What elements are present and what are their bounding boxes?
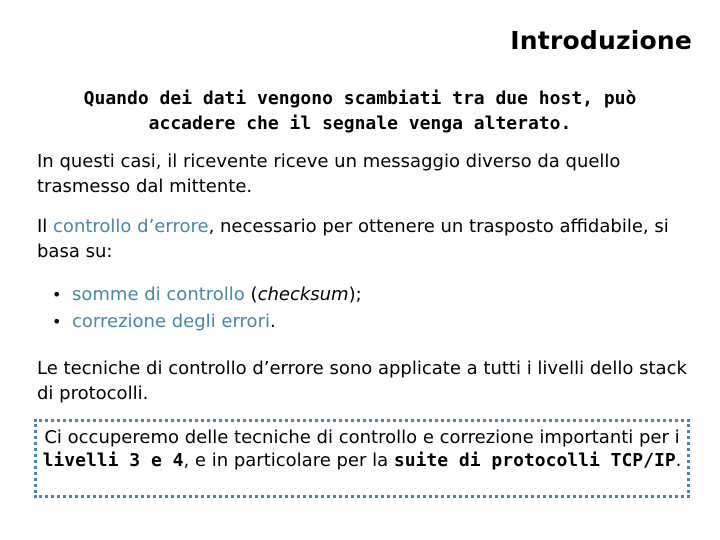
bullet-text: (	[244, 284, 258, 305]
paragraph-error-control	[37, 214, 702, 264]
intro-statement: Quando dei dati vengono scambiati tra due host, può accadere che il segnale venga alterato.	[83, 88, 637, 134]
paragraph-text: Il	[37, 216, 54, 237]
paragraph-text: , necessario per ottenere un trasposto affidabile, si basa su:	[37, 216, 669, 262]
callout-bold-suite: suite di protocolli TCP/IP	[393, 450, 676, 471]
bullet-term: somme di controllo	[72, 284, 245, 305]
bullet-term: correzione degli errori	[72, 311, 270, 332]
bullet-italic: checksum	[257, 284, 349, 305]
callout-text: .	[675, 450, 682, 471]
list-item	[52, 281, 362, 308]
paragraph-layers: Le tecniche di controllo d’errore sono applicate a tutti i livelli dello stack di protocolli.	[37, 358, 687, 404]
bullet-text: );	[348, 284, 362, 305]
slide-title: Introduzione	[510, 26, 692, 55]
callout-bold-layers: livelli 3 e 4	[42, 450, 184, 471]
term-error-control: controllo d’errore	[53, 216, 209, 237]
callout-text: Ci occuperemo delle tecniche di controllo e correzione importanti per i	[44, 427, 680, 448]
callout-box	[34, 419, 690, 498]
paragraph-receiver: In questi casi, il ricevente riceve un messaggio diverso da quello trasmesso dal mittente.	[37, 151, 621, 197]
bullet-list	[52, 281, 362, 335]
bullet-text: .	[269, 311, 276, 332]
callout-text: , e in particolare per la	[183, 450, 394, 471]
list-item	[52, 308, 362, 335]
bullet-icon: •	[52, 312, 62, 331]
bullet-icon: •	[52, 285, 62, 304]
